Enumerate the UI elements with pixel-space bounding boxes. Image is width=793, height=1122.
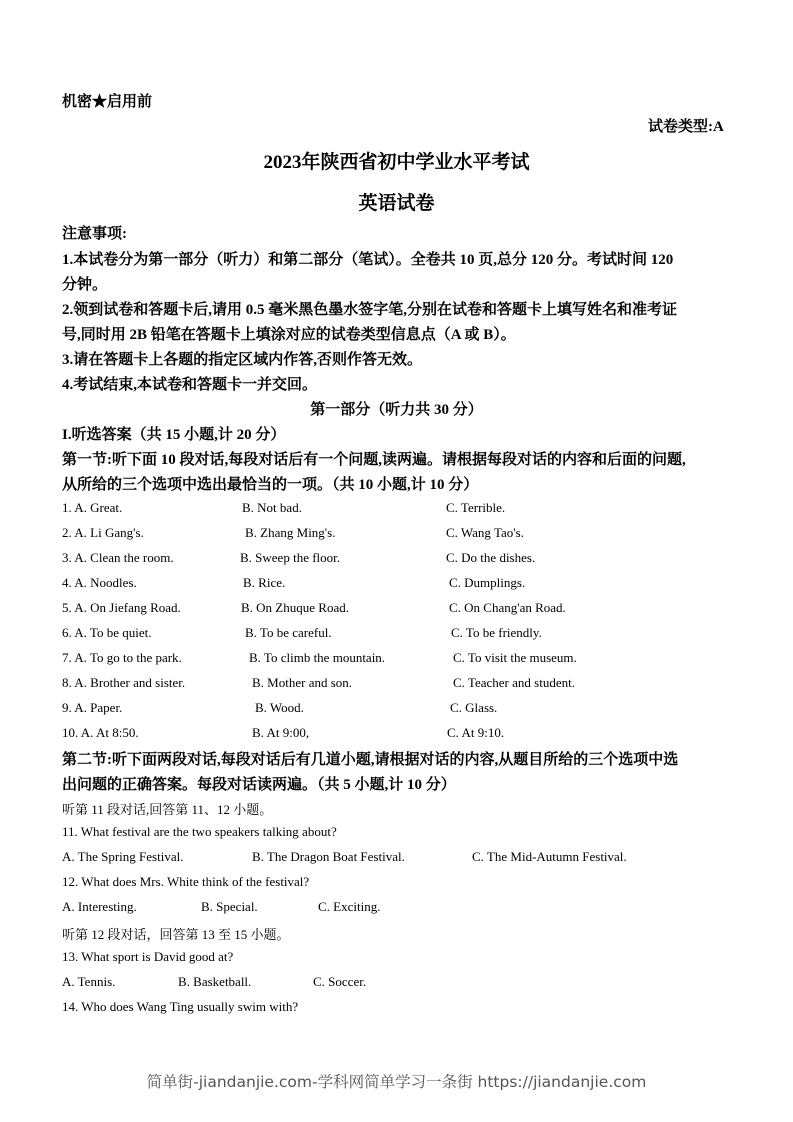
- option-b: B. Basketball.: [178, 974, 252, 989]
- option-c: C. Terrible.: [446, 500, 506, 515]
- note-line: 号,同时用 2B 铅笔在答题卡上填涂对应的试卷类型信息点（A 或 B）。: [62, 327, 516, 343]
- exam-title: 2023年陕西省初中学业水平考试: [263, 152, 530, 173]
- option-a: 10. A. At 8:50.: [62, 725, 139, 740]
- option-b: B. Special.: [201, 899, 258, 914]
- option-c: C. Exciting.: [318, 899, 381, 914]
- note-line: 3.请在答题卡上各题的指定区域内作答,否则作答无效。: [62, 352, 423, 368]
- option-a: 7. A. To go to the park.: [62, 650, 182, 665]
- notes-heading: 注意事项:: [62, 226, 127, 242]
- option-a: 9. A. Paper.: [62, 700, 123, 715]
- option-c: C. Wang Tao's.: [446, 525, 524, 540]
- option-a: 8. A. Brother and sister.: [62, 675, 186, 690]
- note-line: 4.考试结束,本试卷和答题卡一并交回。: [62, 377, 318, 393]
- option-b: B. Mother and son.: [252, 675, 353, 690]
- option-c: C. Do the dishes.: [446, 550, 536, 565]
- option-c: C. Glass.: [450, 700, 498, 715]
- option-a: 2. A. Li Gang's.: [62, 525, 144, 540]
- option-b: B. Wood.: [255, 700, 304, 715]
- option-c: C. Teacher and student.: [453, 675, 575, 690]
- note-line: 2.领到试卷和答题卡后,请用 0.5 毫米黑色墨水签字笔,分别在试卷和答题卡上填写姓名和准考证: [62, 302, 678, 318]
- sec1-instruction: 从所给的三个选项中选出最恰当的一项。（共 10 小题,计 10 分）: [62, 477, 479, 493]
- option-c: C. On Chang'an Road.: [449, 600, 566, 615]
- note-line: 1.本试卷分为第一部分（听力）和第二部分（笔试）。全卷共 10 页,总分 120 分。考试时间 120: [62, 252, 674, 268]
- option-b: B. Zhang Ming's.: [245, 525, 336, 540]
- option-a: A. Interesting.: [62, 899, 137, 914]
- sec2-instruction: 出问题的正确答案。每段对话读两遍。（共 5 小题,计 10 分）: [62, 777, 456, 793]
- confidential-label: 机密★启用前: [62, 94, 153, 110]
- question-12: 12. What does Mrs. White think of the festival?: [62, 874, 310, 889]
- option-a: 3. A. Clean the room.: [62, 550, 174, 565]
- question-11: 11. What festival are the two speakers talking about?: [62, 824, 337, 839]
- option-b: B. To climb the mountain.: [249, 650, 386, 665]
- option-b: B. Rice.: [243, 575, 286, 590]
- footer-watermark: 简单街-jiandanjie.com-学科网简单学习一条街 https://jiandanjie.com: [146, 1073, 647, 1091]
- note-line: 分钟。: [62, 277, 108, 293]
- part1-heading: 第一部分（听力共 30 分）: [310, 402, 483, 418]
- option-c: C. To be friendly.: [451, 625, 542, 640]
- option-c: C. Soccer.: [313, 974, 367, 989]
- option-b: B. Sweep the floor.: [240, 550, 341, 565]
- option-b: B. At 9:00,: [252, 725, 310, 740]
- option-a: 4. A. Noodles.: [62, 575, 137, 590]
- question-13: 13. What sport is David good at?: [62, 949, 234, 964]
- option-c: C. At 9:10.: [447, 725, 505, 740]
- option-b: B. Not bad.: [242, 500, 302, 515]
- section-heading: I.听选答案（共 15 小题,计 20 分）: [62, 427, 286, 443]
- exam-subtitle: 英语试卷: [358, 193, 435, 214]
- option-a: 5. A. On Jiefang Road.: [62, 600, 181, 615]
- option-a: A. The Spring Festival.: [62, 849, 184, 864]
- sec1-instruction: 第一节:听下面 10 段对话,每段对话后有一个问题,读两遍。请根据每段对话的内容和后面的问题,: [62, 452, 686, 468]
- option-a: 1. A. Great.: [62, 500, 123, 515]
- option-c: C. To visit the museum.: [453, 650, 577, 665]
- paper-type-label: 试卷类型:A: [648, 119, 724, 135]
- dialog-instruction: 听第 11 段对话,回答第 11、12 小题。: [62, 802, 273, 817]
- option-b: B. To be careful.: [245, 625, 332, 640]
- option-c: C. The Mid-Autumn Festival.: [472, 849, 627, 864]
- option-a: 6. A. To be quiet.: [62, 625, 152, 640]
- sec2-instruction: 第二节:听下面两段对话,每段对话后有几道小题,请根据对话的内容,从题目所给的三个选项中选: [62, 752, 679, 768]
- question-14: 14. Who does Wang Ting usually swim with?: [62, 999, 299, 1014]
- option-b: B. The Dragon Boat Festival.: [252, 849, 405, 864]
- option-b: B. On Zhuque Road.: [241, 600, 349, 615]
- option-a: A. Tennis.: [62, 974, 116, 989]
- option-c: C. Dumplings.: [449, 575, 526, 590]
- dialog-instruction: 听第 12 段对话，回答第 13 至 15 小题。: [62, 927, 290, 942]
